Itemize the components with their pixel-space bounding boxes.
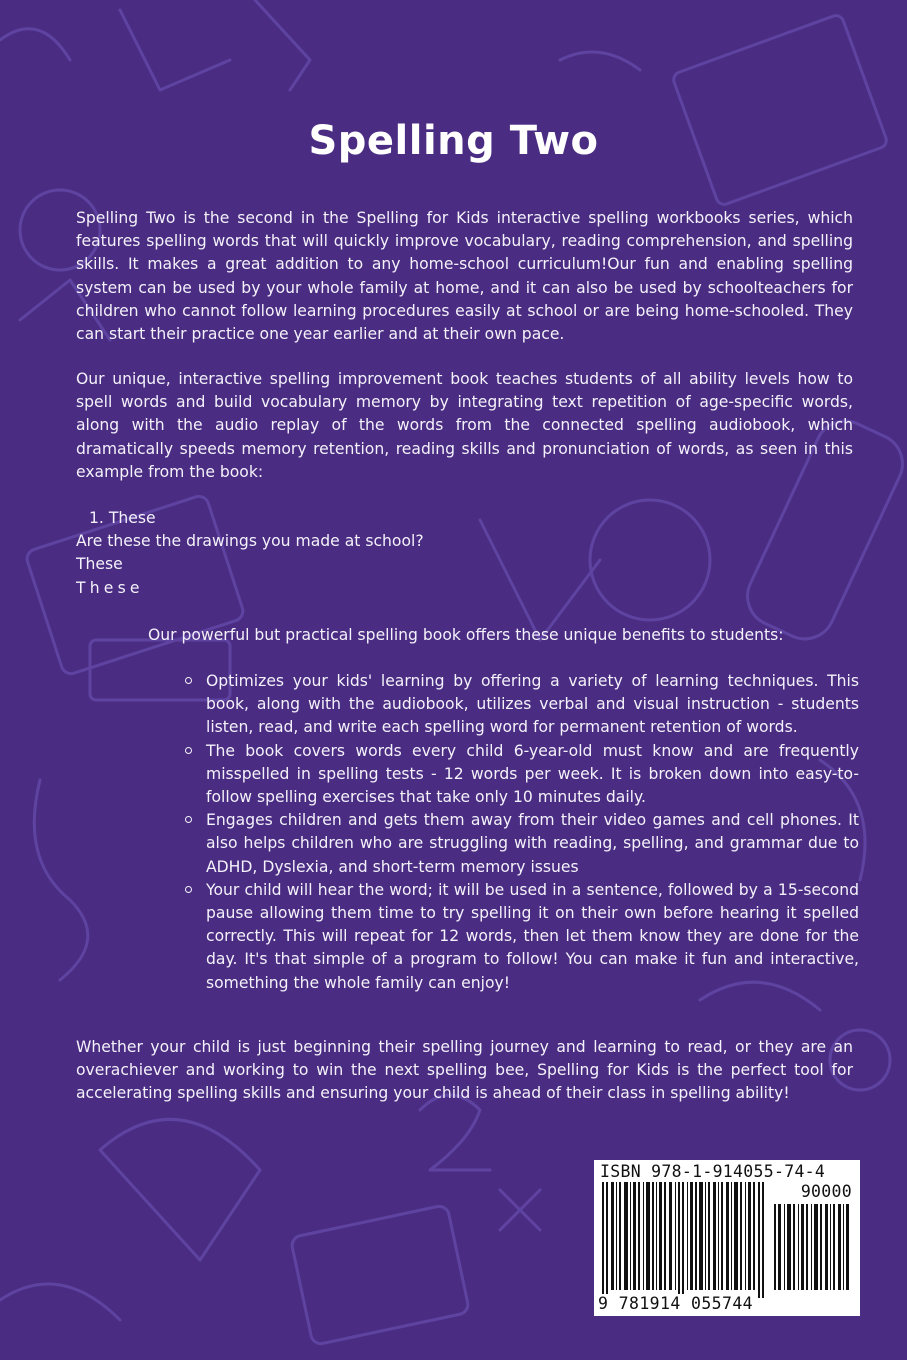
bullet-icon (185, 886, 192, 893)
benefit-text: Your child will hear the word; it will be used in a sentence, followed by a 15-second pause allowing them time to try spelling it on their own before hearing it spelled correctly. This will repeat for 12 words, then let them know they are done for the day. It's that simple of a program to follow! You can make it fun and interactive, something the whole family can enjoy! (206, 880, 859, 992)
price-barcode-bars (772, 1204, 852, 1290)
ean-digits: 9 781914 055744 (598, 1294, 754, 1313)
benefit-item (206, 879, 859, 995)
example-word: These (108, 509, 156, 527)
benefits-intro: Our powerful but practical spelling book offers these unique benefits to students: (148, 626, 784, 644)
example-spelled: These (76, 578, 144, 597)
isbn-label: ISBN 978-1-914055-74-4 (600, 1162, 826, 1181)
intro-paragraph: Spelling Two is the second in the Spelling for Kids interactive spelling workbooks series, which features spelling words that will quickly improve vocabulary, reading comprehension, and spelling skills. It makes a great addition to any home-school curriculum!Our fun and enabling spelling system can be used by your whole family at home, and it can also be used by schoolteachers for children who cannot follow learning procedures easily at school or are being home-schooled. They can start their practice one year earlier and at their own pace. (76, 209, 853, 344)
example-word-line (76, 507, 424, 530)
price-code: 90000 (800, 1182, 852, 1201)
benefit-text: Engages children and gets them away from their video games and cell phones. It also helps children who are struggling with reading, spelling, and grammar due to ADHD, Dyslexia, and short-term memory issues (206, 811, 859, 876)
benefit-text: The book covers words every child 6-year-old must know and are frequently misspelled in spelling tests - 12 words per week. It is broken down into easy-to-follow spelling exercises that take only 10 minutes daily. (206, 741, 859, 807)
benefit-item (206, 740, 859, 810)
benefit-item (206, 670, 859, 740)
bullet-icon (185, 677, 192, 684)
example-repeat: These (76, 555, 123, 574)
example-sentence: Are these the drawings you made at school? (76, 532, 424, 551)
benefits-list (206, 670, 859, 995)
benefit-text: Optimizes your kids' learning by offering a variety of learning techniques. This book, along with the audiobook, utilizes verbal and visual instruction - students listen, read, and write each spelling word for permanent retention of words. (206, 672, 859, 737)
ean-barcode-bars (600, 1182, 768, 1298)
example-number: 1. (89, 509, 104, 527)
isbn-barcode (594, 1160, 860, 1316)
bullet-icon (185, 747, 192, 754)
example-block (76, 507, 424, 600)
benefit-item (206, 809, 859, 879)
method-paragraph: Our unique, interactive spelling improvement book teaches students of all ability levels how to spell words and build vocabulary memory by integrating text repetition of age-specific words, along with the audio replay of the words from the connected spelling audiobook, which dramatically speeds memory retention, reading skills and pronunciation of words, as seen in this example from the book: (76, 370, 853, 481)
page-title: Spelling Two (308, 118, 599, 164)
closing-paragraph: Whether your child is just beginning their spelling journey and learning to read, or they are an overachiever and working to win the next spelling bee, Spelling for Kids is the perfect tool for accelerating spelling skills and ensuring your child is ahead of their class in spelling ability! (76, 1038, 853, 1103)
